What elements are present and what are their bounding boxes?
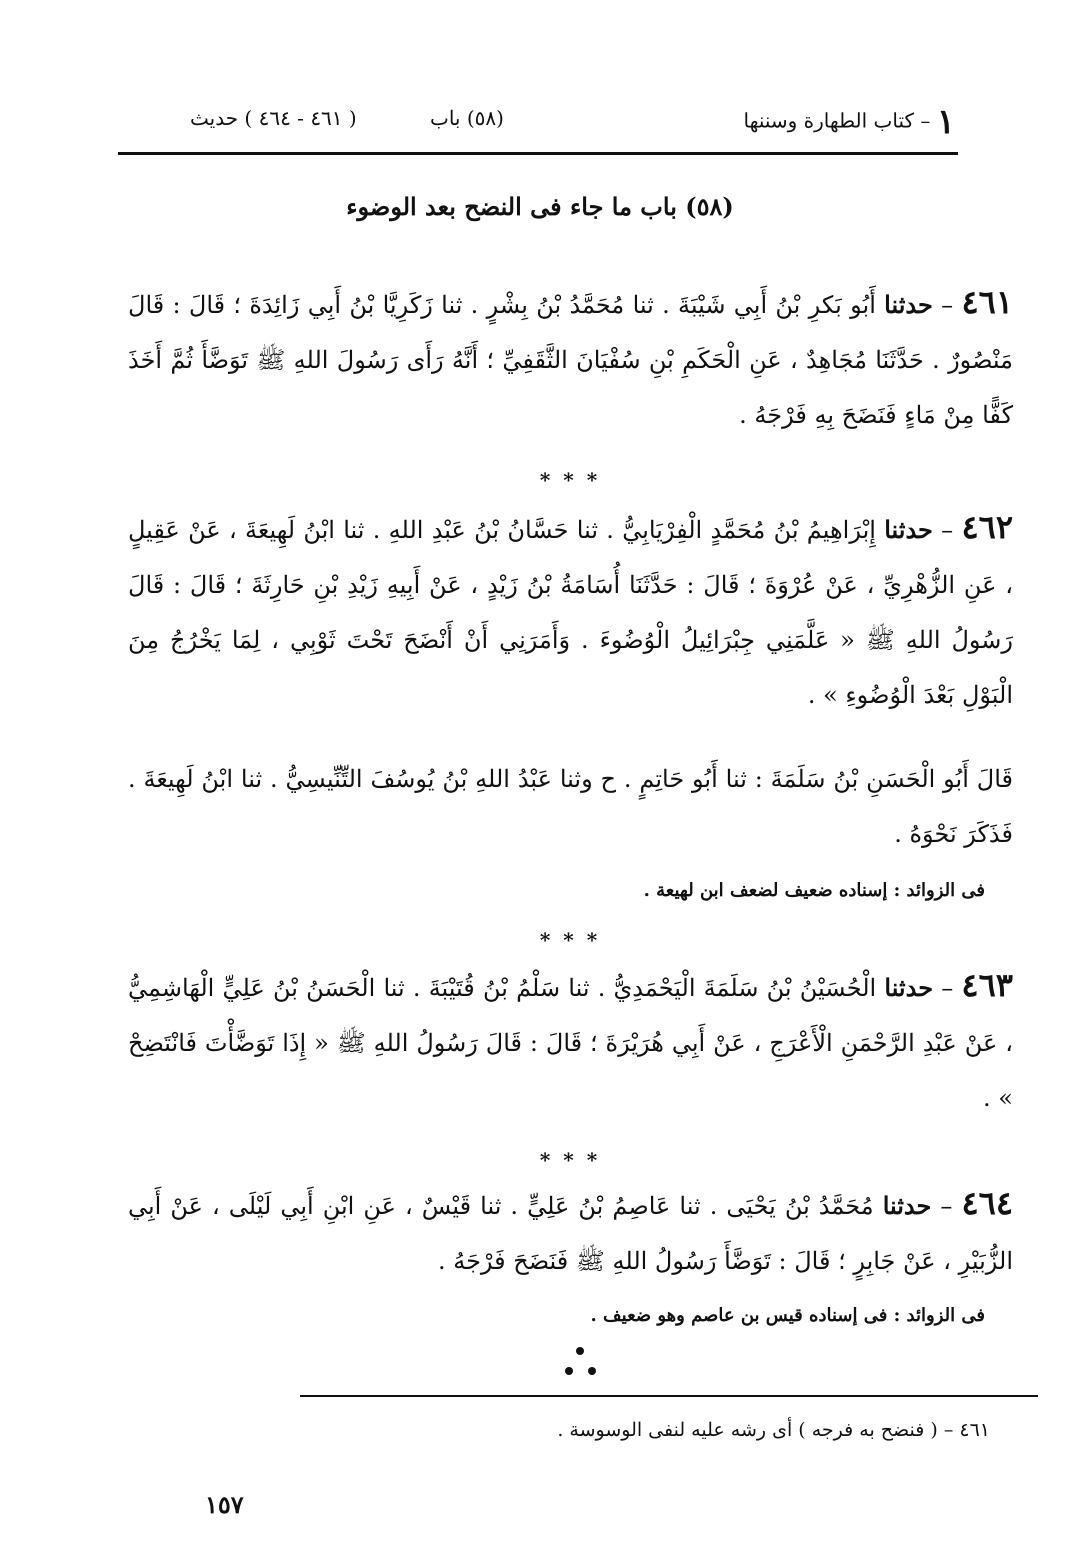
hadith-462-extra: قَالَ أَبُو الْحَسَنِ بْنُ سَلَمَةَ : ثنا أَبُو حَاتِمٍ . ح وثنا عَبْدُ اللهِ بْنُ يُوسُفَ التِّنِّيسِيُّ . ثنا ابْنُ لَهِيعَةَ . فَذَكَرَ نَحْوَهُ .: [128, 765, 1013, 848]
footnote-rule: [300, 1395, 1038, 1397]
header-chapter: (٥٨) باب: [430, 106, 504, 130]
end-dot: [576, 1347, 584, 1355]
hadith-number: ٤٦٣: [961, 966, 1013, 1004]
hadith-text: أَبُو بَكرِ بْنُ أَبِي شَيْبَةَ . ثنا مُحَمَّدُ بْنُ بِشْرٍ . ثنا زَكَرِيَّا بْنُ أَبِي زَائِدَةَ ؛ قَالَ : قَالَ مَنْصُورٌ . حَدَّثَنَا مُجَاهِدٌ ، عَنِ الْحَكَمِ بْنِ سُفْيَانَ الثَّقَفِيِّ ؛ أَنَّهُ رَأَى رَسُولَ اللهِ ﷺ تَوَضَّأَ ثُمَّ أَخَذَ كَفًّا مِنْ مَاءٍ فَنَضَحَ بِهِ فَرْجَهُ .: [128, 291, 1013, 429]
section-end-mark: [560, 1345, 600, 1385]
zawaid-note: فى الزوائد : فى إسناده قيس بن عاصم وهو ضعيف .: [590, 1305, 985, 1326]
hadith-lead: حدثنا: [884, 973, 934, 1002]
page-number: ١٥٧: [205, 1490, 244, 1519]
header-section-title: كتاب الطهارة وسننها: [743, 108, 915, 133]
hadith-number: ٤٦٢: [961, 508, 1013, 546]
hadith-lead: حدثنا: [884, 515, 933, 544]
header-rule: [118, 152, 958, 155]
hadith-462: ٤٦٢ – حدثنا إِبْرَاهِيمُ بْنُ مُحَمَّدٍ الْفِرْيَابِيُّ . ثنا حَسَّانُ بْنُ عَبْدِ اللهِ . ثنا ابْنُ لَهِيعَةَ ، عَنْ عَقِيلٍ ، عَنِ الزُّهْرِيِّ ، عَنْ عُرْوَةَ ؛ قَالَ : حَدَّثَنَا أُسَامَةُ بْنُ زَيْدٍ ، عَنْ أَبِيهِ زَيْدِ بْنِ حَارِثَةَ ؛ قَالَ : قَالَ رَسُولُ اللهِ ﷺ « عَلَّمَنِي جِبْرَائِيلُ الْوُضُوءَ . وَأَمَرَنِي أَنْ أَنْضَحَ تَحْتَ ثَوْبِي ، لِمَا يَخْرُجُ مِنَ الْبَوْلِ بَعْدَ الْوُضُوءِ » .: [128, 508, 1013, 709]
footnote: ٤٦١ – ( فنضح به فرجه ) أى رشه عليه لنفى الوسوسة .: [557, 1419, 990, 1441]
hadith-463: ٤٦٣ – حدثنا الْحُسَيْنُ بْنُ سَلَمَةَ الْيَحْمَدِيُّ . ثنا سَلْمُ بْنُ قُتَيْبَةَ . ثنا الْحَسَنُ بْنُ عَلِيٍّ الْهَاشِمِيُّ ، عَنْ عَبْدِ الرَّحْمَنِ الْأَعْرَجِ ، عَنْ أَبِي هُرَيْرَةَ ؛ قَالَ : قَالَ رَسُولُ اللهِ ﷺ « إِذَا تَوَضَّأْتَ فَانْتَضِحْ » .: [128, 966, 1014, 1112]
separator: * * *: [539, 468, 601, 492]
running-header: [120, 96, 955, 146]
hadith-text: إِبْرَاهِيمُ بْنُ مُحَمَّدٍ الْفِرْيَابِيُّ . ثنا حَسَّانُ بْنُ عَبْدِ اللهِ . ثنا ابْنُ لَهِيعَةَ ، عَنْ عَقِيلٍ ، عَنِ الزُّهْرِيِّ ، عَنْ عُرْوَةَ ؛ قَالَ : حَدَّثَنَا أُسَامَةُ بْنُ زَيْدٍ ، عَنْ أَبِيهِ زَيْدِ بْنِ حَارِثَةَ ؛ قَالَ : قَالَ رَسُولُ اللهِ ﷺ « عَلَّمَنِي جِبْرَائِيلُ الْوُضُوءَ . وَأَمَرَنِي أَنْ أَنْضَحَ تَحْتَ ثَوْبِي ، لِمَا يَخْرُجُ مِنَ الْبَوْلِ بَعْدَ الْوُضُوءِ » .: [128, 516, 1013, 709]
end-dot: [565, 1367, 573, 1375]
end-dot: [588, 1367, 596, 1375]
separator: * * *: [539, 928, 601, 952]
hadith-461: ٤٦١ – حدثنا أَبُو بَكرِ بْنُ أَبِي شَيْبَةَ . ثنا مُحَمَّدُ بْنُ بِشْرٍ . ثنا زَكَرِيَّا بْنُ أَبِي زَائِدَةَ ؛ قَالَ : قَالَ مَنْصُورٌ . حَدَّثَنَا مُجَاهِدٌ ، عَنِ الْحَكَمِ بْنِ سُفْيَانَ الثَّقَفِيِّ ؛ أَنَّهُ رَأَى رَسُولَ اللهِ ﷺ تَوَضَّأَ ثُمَّ أَخَذَ كَفًّا مِنْ مَاءٍ فَنَضَحَ بِهِ فَرْجَهُ .: [128, 283, 1013, 429]
hadith-464: ٤٦٤ – حدثنا مُحَمَّدُ بْنُ يَحْيَى . ثنا عَاصِمُ بْنُ عَلِيٍّ . ثنا قَيْسٌ ، عَنِ ابْنِ أَبِي لَيْلَى ، عَنْ أَبِي الزُّبَيْرِ ، عَنْ جَابِرٍ ؛ قَالَ : تَوَضَّأَ رَسُولُ اللهِ ﷺ فَنَضَحَ فَرْجَهُ .: [128, 1184, 1013, 1275]
hadith-number: ٤٦١: [961, 283, 1013, 321]
chapter-title: (٥٨) باب ما جاء فى النضح بعد الوضوء: [346, 192, 734, 221]
hadith-text: مُحَمَّدُ بْنُ يَحْيَى . ثنا عَاصِمُ بْنُ عَلِيٍّ . ثنا قَيْسٌ ، عَنِ ابْنِ أَبِي لَيْلَى ، عَنْ أَبِي الزُّبَيْرِ ، عَنْ جَابِرٍ ؛ قَالَ : تَوَضَّأَ رَسُولُ اللهِ ﷺ فَنَضَحَ فَرْجَهُ .: [128, 1192, 1013, 1275]
separator: * * *: [539, 1148, 601, 1172]
hadith-lead: حدثنا: [882, 1191, 932, 1220]
header-section: ١ – كتاب الطهارة وسننها: [743, 102, 955, 142]
hadith-number: ٤٦٤: [961, 1184, 1013, 1222]
hadith-lead: حدثنا: [884, 290, 933, 319]
zawaid-note: فى الزوائد : إسناده ضعيف لضعف ابن لهيعة .: [643, 880, 985, 901]
header-hadith-range: ( ٤٦١ - ٤٦٤ ) حديث: [190, 106, 357, 130]
hadith-text: الْحُسَيْنُ بْنُ سَلَمَةَ الْيَحْمَدِيُّ . ثنا سَلْمُ بْنُ قُتَيْبَةَ . ثنا الْحَسَنُ بْنُ عَلِيٍّ الْهَاشِمِيُّ ، عَنْ عَبْدِ الرَّحْمَنِ الْأَعْرَجِ ، عَنْ أَبِي هُرَيْرَةَ ؛ قَالَ : قَالَ رَسُولُ اللهِ ﷺ « إِذَا تَوَضَّأْتَ فَانْتَضِحْ » .: [128, 974, 1014, 1112]
header-section-number: ١: [936, 102, 955, 142]
